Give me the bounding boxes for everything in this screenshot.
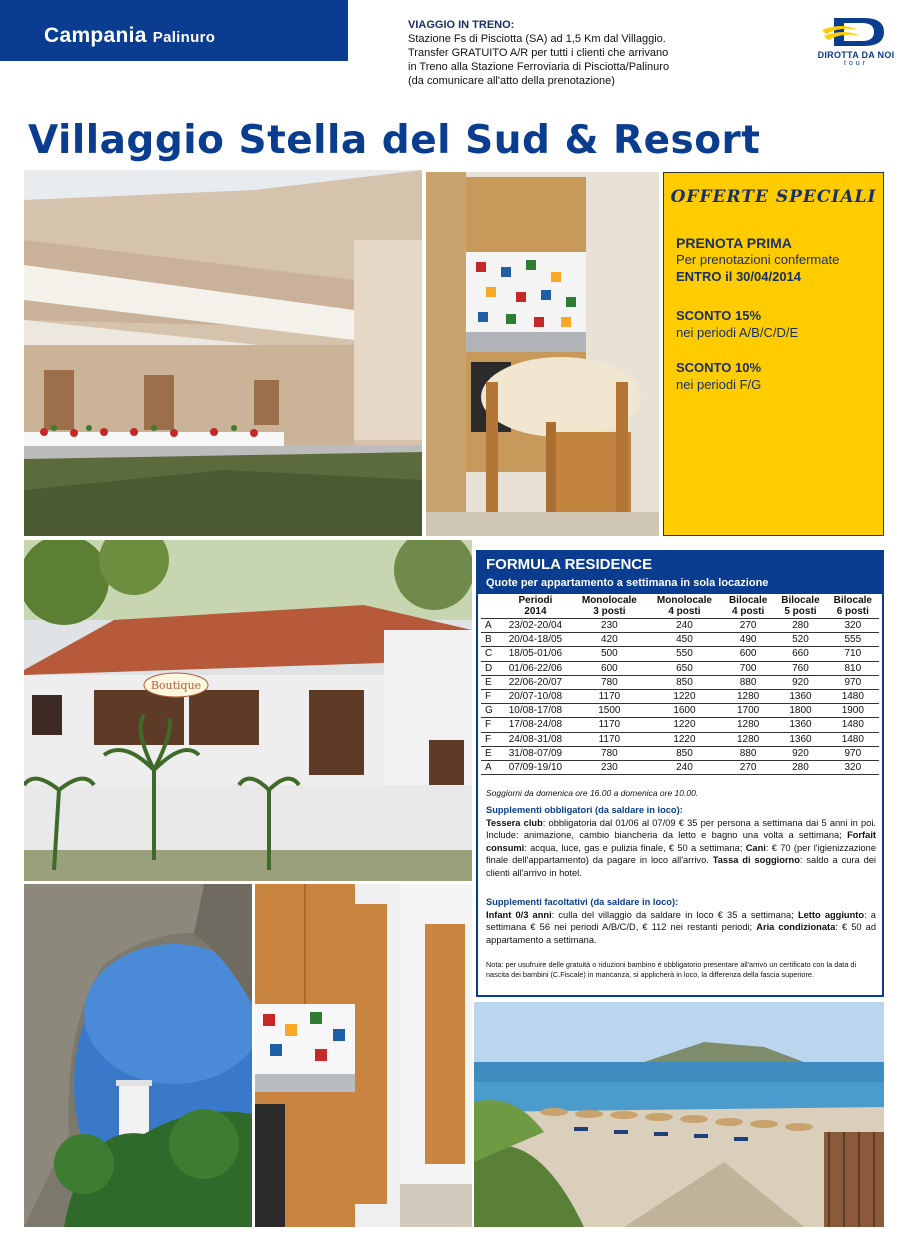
period-letter: G <box>481 704 499 718</box>
photo-beach <box>474 1002 884 1227</box>
page-title: Villaggio Stella del Sud & Resort <box>28 118 761 163</box>
price-column-header <box>572 594 647 619</box>
price-cell: 600 <box>722 647 774 661</box>
price-cell: 1480 <box>827 732 879 746</box>
supplement-text: : acqua, luce, gas e pulizia finale, € 50 a settimana; <box>524 842 746 853</box>
price-cell: 450 <box>647 633 722 647</box>
period-letter: C <box>481 647 499 661</box>
price-cell: 230 <box>572 760 647 774</box>
supplement-label: Aria condizionata <box>756 922 836 932</box>
train-info-line: Transfer GRATUITO A/R per tutti i clienti che arrivano <box>408 47 669 59</box>
period-dates: 18/05-01/06 <box>499 647 572 661</box>
price-cell: 550 <box>647 647 722 661</box>
period-dates: 17/08-24/08 <box>499 718 572 732</box>
region-title: Campania Palinuro <box>44 24 216 47</box>
offer-line: nei periodi F/G <box>676 377 762 392</box>
price-row <box>481 732 879 746</box>
stay-note: Soggiorni da domenica ore 16.00 a domenica ore 10.00. <box>486 788 699 798</box>
price-row <box>481 689 879 703</box>
supplement-label: Forfait consumi <box>486 830 876 853</box>
price-cell: 280 <box>774 619 826 633</box>
supplement-text: : € 50 ad appartamento a settimana. <box>486 922 876 945</box>
column-header-line: Bilocale <box>781 595 820 606</box>
supplement-label: Cani <box>745 842 766 853</box>
price-cell: 1280 <box>722 689 774 703</box>
price-cell: 850 <box>647 675 722 689</box>
price-cell: 1480 <box>827 718 879 732</box>
price-cell: 1480 <box>827 689 879 703</box>
price-row <box>481 746 879 760</box>
photo-building <box>24 170 422 536</box>
column-header-line: 4 posti <box>732 606 765 617</box>
price-cell: 760 <box>774 661 826 675</box>
column-header-line: 6 posti <box>836 606 869 617</box>
offer-sconto-10 <box>676 359 876 393</box>
period-letter: E <box>481 746 499 760</box>
column-header-line: Monolocale <box>656 595 712 606</box>
price-cell: 780 <box>572 746 647 760</box>
price-column-header <box>722 594 774 619</box>
period-dates: 22/06-20/07 <box>499 675 572 689</box>
price-cell: 1600 <box>647 704 722 718</box>
price-cell: 810 <box>827 661 879 675</box>
region-header <box>0 0 348 61</box>
column-header-line: 2014 <box>524 606 547 617</box>
period-letter: B <box>481 633 499 647</box>
offer-line: nei periodi A/B/C/D/E <box>676 325 799 340</box>
price-cell: 520 <box>774 633 826 647</box>
supplement-text: : saldo a cura dei clienti all'arrivo in hotel. <box>486 855 876 878</box>
offer-line: Per prenotazioni confermate <box>676 252 840 267</box>
price-column-header <box>827 594 879 619</box>
supplement-label: Tessera club <box>486 817 543 828</box>
formula-residence-box <box>476 550 884 997</box>
price-cell: 1280 <box>722 718 774 732</box>
train-info <box>408 18 692 88</box>
period-dates: 01/06-22/06 <box>499 661 572 675</box>
price-table-header <box>481 594 879 619</box>
price-cell: 1360 <box>774 732 826 746</box>
price-cell: 970 <box>827 675 879 689</box>
supplement-label: Letto aggiunto <box>797 909 865 920</box>
period-letter: A <box>481 760 499 774</box>
price-cell: 280 <box>774 760 826 774</box>
price-row <box>481 675 879 689</box>
period-dates: 07/09-19/10 <box>499 760 572 774</box>
price-cell: 1220 <box>647 732 722 746</box>
price-cell: 555 <box>827 633 879 647</box>
brand-logo <box>812 14 900 72</box>
period-letter: E <box>481 675 499 689</box>
column-header-line: Periodi <box>518 595 553 606</box>
locality-label: Palinuro <box>152 29 216 46</box>
photo-rock-arch <box>24 884 252 1227</box>
price-cell: 650 <box>647 661 722 675</box>
price-cell: 700 <box>722 661 774 675</box>
boutique-sign-text: Boutique <box>150 679 202 692</box>
offer-title: SCONTO 10% <box>676 360 762 375</box>
price-cell: 1500 <box>572 704 647 718</box>
period-dates: 20/04-18/05 <box>499 633 572 647</box>
price-cell: 920 <box>774 746 826 760</box>
price-cell: 490 <box>722 633 774 647</box>
price-cell: 1170 <box>572 689 647 703</box>
photo-kitchen-cabinets <box>255 884 472 1227</box>
price-cell: 1170 <box>572 718 647 732</box>
period-dates: 31/08-07/09 <box>499 746 572 760</box>
price-cell: 660 <box>774 647 826 661</box>
column-header-line: Bilocale <box>833 595 872 606</box>
price-cell: 1700 <box>722 704 774 718</box>
mandatory-supplements-title: Supplementi obbligatori (da saldare in loco): <box>486 805 683 815</box>
price-table <box>481 594 879 775</box>
price-column-header <box>481 594 499 619</box>
price-cell: 880 <box>722 746 774 760</box>
price-row <box>481 661 879 675</box>
offer-title: SCONTO 15% <box>676 308 762 323</box>
period-dates: 23/02-20/04 <box>499 619 572 633</box>
period-dates: 24/08-31/08 <box>499 732 572 746</box>
mandatory-supplements <box>486 804 876 879</box>
supplement-label: Tassa di soggiorno <box>712 855 800 865</box>
price-cell: 270 <box>722 760 774 774</box>
supplement-text: : a settimana € 56 nei periodi A/B/C/D, € 112 nei restanti periodi; <box>486 909 876 932</box>
price-cell: 270 <box>722 619 774 633</box>
period-letter: A <box>481 619 499 633</box>
price-cell: 420 <box>572 633 647 647</box>
price-cell: 1170 <box>572 732 647 746</box>
price-row <box>481 633 879 647</box>
period-letter: D <box>481 661 499 675</box>
special-offers-box <box>663 172 884 536</box>
price-cell: 240 <box>647 619 722 633</box>
period-letter: F <box>481 718 499 732</box>
supplement-text: : obbligatoria dal 01/06 al 07/09 € 35 per persona a settimana dai 5 anni in poi. Include: animazione, cambio biancheria da letto e bagno una volta a settimana; <box>486 817 876 840</box>
logo-text: DIROTTA DA NOI <box>817 50 895 60</box>
price-cell: 500 <box>572 647 647 661</box>
train-info-title: VIAGGIO IN TRENO: <box>408 19 515 31</box>
logo-subtext: tour <box>843 60 869 67</box>
price-cell: 1360 <box>774 718 826 732</box>
column-header-line: Monolocale <box>581 595 637 606</box>
price-cell: 880 <box>722 675 774 689</box>
optional-supplements <box>486 896 876 946</box>
price-column-header <box>499 594 572 619</box>
price-column-header <box>647 594 722 619</box>
supplement-label: Infant 0/3 anni <box>486 909 552 920</box>
train-info-line: (da comunicare all'atto della prenotazione) <box>408 75 615 87</box>
residence-header <box>478 552 882 594</box>
price-column-header <box>774 594 826 619</box>
price-cell: 1360 <box>774 689 826 703</box>
residence-title: FORMULA RESIDENCE <box>486 556 653 573</box>
price-cell: 600 <box>572 661 647 675</box>
residence-subtitle: Quote per appartamento a settimana in sola locazione <box>486 577 769 589</box>
price-row <box>481 647 879 661</box>
period-letter: F <box>481 689 499 703</box>
price-cell: 230 <box>572 619 647 633</box>
offer-title: PRENOTA PRIMA <box>676 235 792 251</box>
logo-mark-icon <box>812 14 900 50</box>
offer-line: ENTRO il 30/04/2014 <box>676 269 802 284</box>
price-cell: 780 <box>572 675 647 689</box>
period-dates: 20/07-10/08 <box>499 689 572 703</box>
train-info-line: Stazione Fs di Pisciotta (SA) ad 1,5 Km dal Villaggio. <box>408 33 666 45</box>
optional-supplements-title: Supplementi facoltativi (da saldare in loco): <box>486 897 679 907</box>
price-cell: 320 <box>827 619 879 633</box>
period-dates: 10/08-17/08 <box>499 704 572 718</box>
price-cell: 320 <box>827 760 879 774</box>
price-row <box>481 619 879 633</box>
supplement-text: : culla del villaggio da saldare in loco € 35 a settimana; <box>551 909 798 920</box>
photo-kitchen-table <box>426 172 659 536</box>
supplement-text: : € 70 (per l'igienizzazione finale dell'appartamento) da pagare in loco all'arrivo. <box>486 842 876 865</box>
price-cell: 920 <box>774 675 826 689</box>
column-header-line: 5 posti <box>784 606 817 617</box>
offer-prenota-prima <box>676 235 876 285</box>
price-cell: 850 <box>647 746 722 760</box>
price-cell: 1800 <box>774 704 826 718</box>
price-row <box>481 718 879 732</box>
column-header-line: Bilocale <box>728 595 768 606</box>
photo-boutique <box>24 540 472 881</box>
price-cell: 1900 <box>827 704 879 718</box>
children-note: Nota: per usufruire delle gratuità o riduzioni bambino è obbligatorio presentare all'arrivo un certificato con la data di nascita dei bambini (C.Fiscale) in mancanza, si applicherà in loco, la differenza della fascia superiore. <box>486 960 857 979</box>
price-cell: 1280 <box>722 732 774 746</box>
offer-sconto-15 <box>676 307 876 341</box>
price-cell: 1220 <box>647 689 722 703</box>
price-row <box>481 760 879 774</box>
price-cell: 710 <box>827 647 879 661</box>
price-row <box>481 704 879 718</box>
price-cell: 240 <box>647 760 722 774</box>
column-header-line: 4 posti <box>668 606 701 617</box>
column-header-line: 3 posti <box>593 606 626 617</box>
period-letter: F <box>481 732 499 746</box>
train-info-line: in Treno alla Stazione Ferroviaria di Pisciotta/Palinuro <box>408 61 670 73</box>
price-cell: 970 <box>827 746 879 760</box>
price-cell: 1220 <box>647 718 722 732</box>
offers-heading: OFFERTE SPECIALI <box>670 187 877 207</box>
